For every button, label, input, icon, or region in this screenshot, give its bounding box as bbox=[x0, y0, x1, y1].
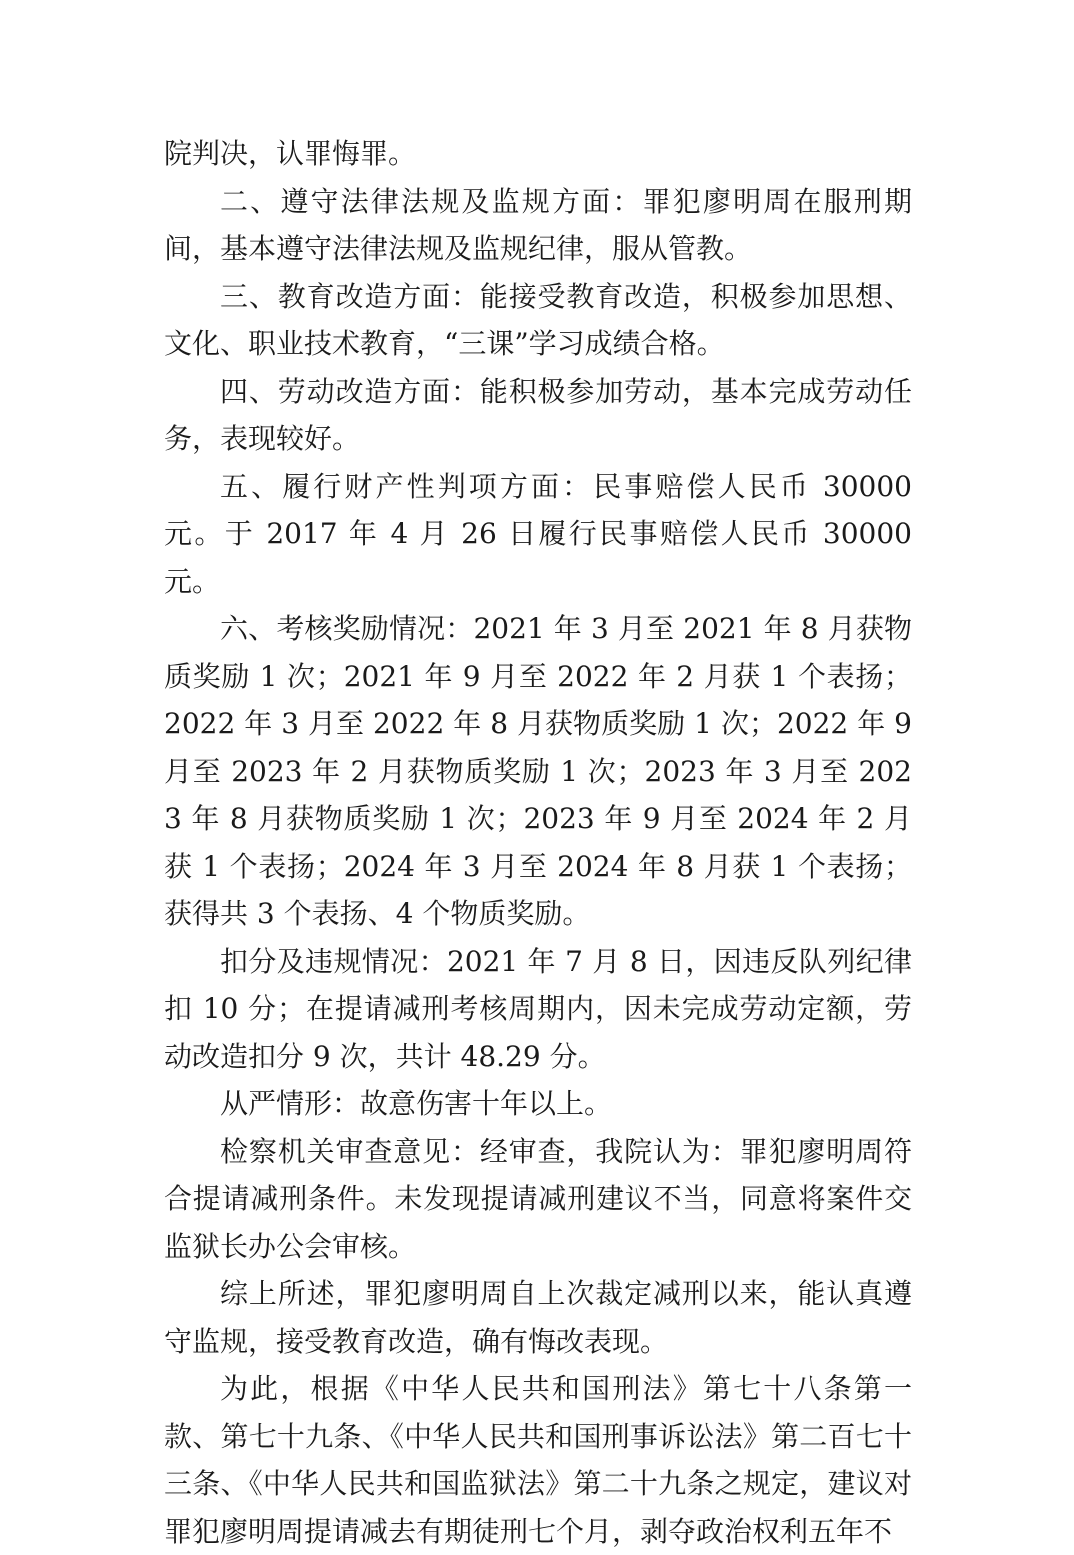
paragraph-deductions: 扣分及违规情况：2021 年 7 月 8 日，因违反队列纪律扣 10 分；在提请减刑考核周期内，因未完成劳动定额，劳动改造扣分 9 次，共计 48.29 分。 bbox=[164, 944, 912, 1073]
paragraph-legal-basis: 为此，根据《中华人民共和国刑法》第七十八条第一款、第七十九条、《中华人民共和国刑事诉讼法》第二百七十三条、《中华人民共和国监狱法》第二十九条之规定，建议对罪犯廖明周提请减去有期徒刑七个月，剥夺政治权利五年不 bbox=[164, 1372, 912, 1548]
document-body bbox=[164, 130, 912, 1555]
paragraph-continuation: 院判决，认罪悔罪。 bbox=[164, 137, 417, 170]
paragraph-property-judgment: 五、履行财产性判项方面：民事赔偿人民币 30000 元。于 2017 年 4 月 26 日履行民事赔偿人民币 30000 元。 bbox=[164, 469, 912, 598]
paragraph-rewards: 六、考核奖励情况：2021 年 3 月至 2021 年 8 月获物质奖励 1 次；2021 年 9 月至 2022 年 2 月获 1 个表扬；2022 年 3 月至 2022 年 8 月获物质奖励 1 次；2022 年 9 月至 2023 年 2 月获物质奖励 1 次；2023 年 3 月至 2023 年 8 月获物质奖励 1 次；2023 年 9 月至 2024 年 2 月获 1 个表扬；2024 年 3 月至 2024 年 8 月获 1 个表扬；获得共 3 个表扬、4 个物质奖励。 bbox=[164, 612, 912, 930]
paragraph-education: 三、教育改造方面：能接受教育改造，积极参加思想、文化、职业技术教育，“三课”学习成绩合格。 bbox=[164, 279, 912, 360]
paragraph-compliance: 二、遵守法律法规及监规方面：罪犯廖明周在服刑期间，基本遵守法律法规及监规纪律，服从管教。 bbox=[164, 184, 912, 265]
paragraph-summary: 综上所述，罪犯廖明周自上次裁定减刑以来，能认真遵守监规，接受教育改造，确有悔改表现。 bbox=[164, 1277, 912, 1358]
paragraph-procuratorate-opinion: 检察机关审查意见：经审查，我院认为：罪犯廖明周符合提请减刑条件。未发现提请减刑建议不当，同意将案件交监狱长办公会审核。 bbox=[164, 1134, 912, 1263]
paragraph-labor: 四、劳动改造方面：能积极参加劳动，基本完成劳动任务，表现较好。 bbox=[164, 374, 912, 455]
paragraph-strict-circumstances: 从严情形：故意伤害十年以上。 bbox=[220, 1087, 613, 1120]
